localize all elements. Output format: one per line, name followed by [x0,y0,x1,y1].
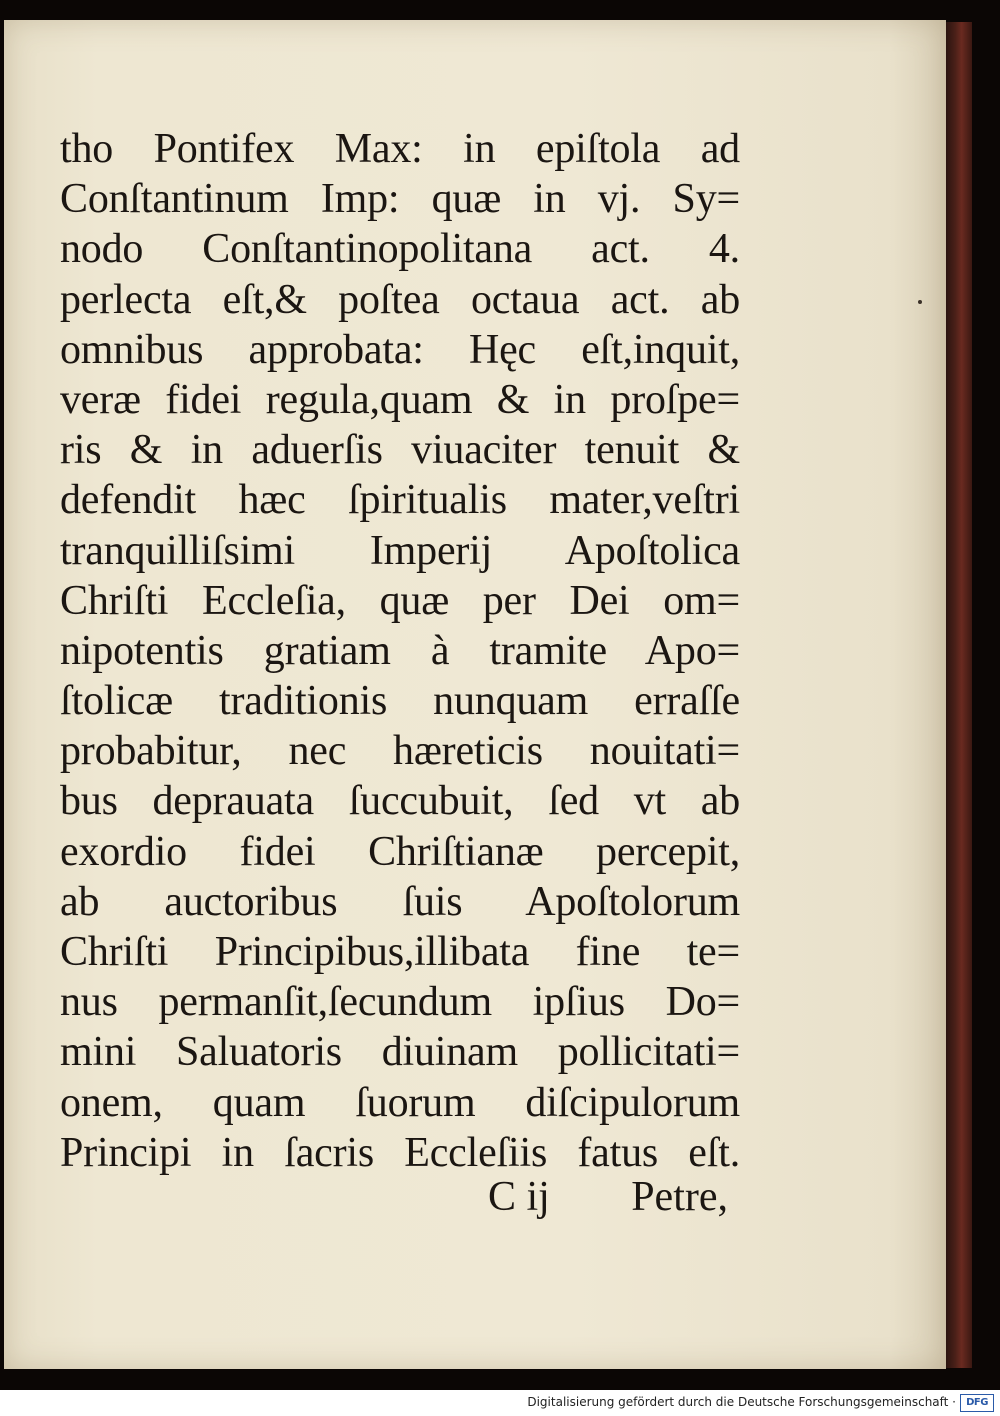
text-line: tranquilliſsimi Imperij Apoſtolica [60,527,740,574]
text-line: Conſtantinum Imp: quæ in vj. Sy= [60,176,740,223]
text-line: ris & in aduerſis viuaciter tenuit & [60,427,740,474]
page-foot-line [488,1173,728,1221]
text-line: omnibus approbata: Hęc eſt,inquit, [60,326,740,373]
text-line: mini Saluatoris diuinam pollicitati= [60,1029,740,1076]
text-line: Chriſti Eccleſia, quæ per Dei om= [60,577,740,624]
text-line: nodo Conſtantinopolitana act. 4. [60,226,740,273]
signature-mark: C ij [488,1174,550,1220]
dfg-logo: DFG [960,1394,994,1412]
catchword: Petre, [631,1174,728,1220]
text-line: Principi in ſacris Eccleſiis fatus eſt. [60,1129,740,1176]
page-text-block [60,124,740,1178]
text-line: exordio fidei Chriſtianæ percepit, [60,828,740,875]
page-speck [918,300,922,304]
text-line: bus deprauata ſuccubuit, ſed vt ab [60,778,740,825]
text-line: probabitur, nec hæreticis nouitati= [60,728,740,775]
text-line: nipotentis gratiam à tramite Apo= [60,627,740,674]
text-line: tho Pontifex Max: in epiſtola ad [60,126,740,172]
text-line: perlecta eſt,& poſtea octaua act. ab [60,276,740,323]
text-line: defendit hæc ſpiritualis mater,veſtri [60,477,740,524]
text-line: nus permanſit,ſecundum ipſius Do= [60,979,740,1026]
text-line: Chriſti Principibus,illibata fine te= [60,929,740,975]
text-line: onem, quam ſuorum diſcipulorum [60,1079,740,1126]
footer-credit: Digitalisierung gefördert durch die Deutsche Forschungsgemeinschaft · [527,1395,956,1409]
book-binding-edge [946,22,972,1368]
text-line: veræ fidei regula,quam & in proſpe= [60,376,740,423]
text-line: ſtolicæ traditionis nunquam erraſſe [60,678,740,725]
footer-bar [0,1390,1000,1416]
text-line: ab auctoribus ſuis Apoſtolorum [60,878,740,925]
